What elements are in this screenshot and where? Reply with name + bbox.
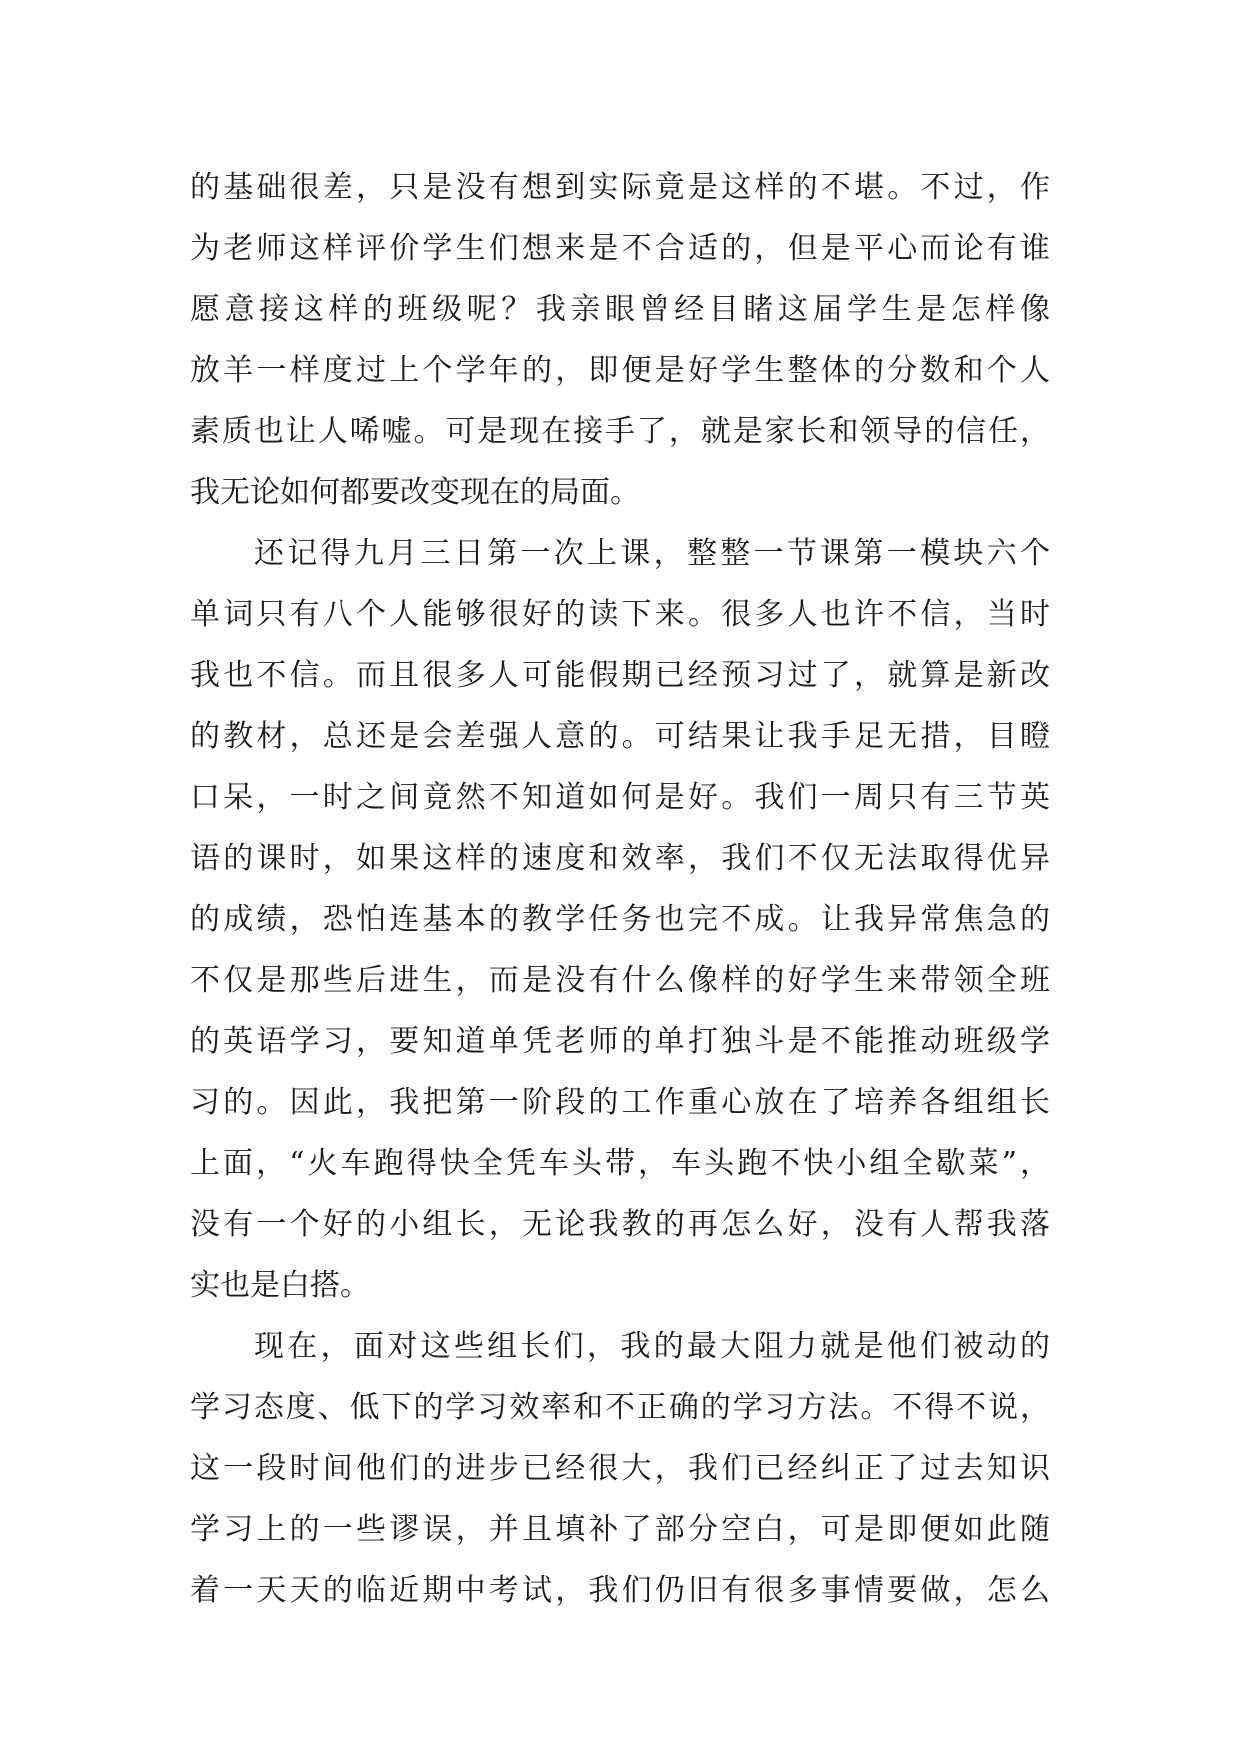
body-text (190, 157, 1050, 1621)
text-line: 语的课时，如果这样的速度和效率，我们不仅无法取得优异 (190, 841, 1050, 876)
text-line: 学习态度、低下的学习效率和不正确的学习方法。不得不说， (190, 1390, 1050, 1425)
text-line: 现在，面对这些组长们，我的最大阻力就是他们被动的 (254, 1329, 1050, 1364)
text-line: 的教材，总还是会差强人意的。可结果让我手足无措，目瞪 (190, 719, 1050, 754)
text-line: 的基础很差，只是没有想到实际竟是这样的不堪。不过，作 (190, 170, 1050, 205)
text-line: 着一天天的临近期中考试，我们仍旧有很多事情要做，怎么 (190, 1573, 1050, 1608)
text-line: 口呆，一时之间竟然不知道如何是好。我们一周只有三节英 (190, 780, 1050, 815)
text-line: 习的。因此，我把第一阶段的工作重心放在了培养各组组长 (190, 1085, 1050, 1120)
text-line: 不仅是那些后进生，而是没有什么像样的好学生来带领全班 (190, 963, 1050, 998)
text-line: 上面，“火车跑得快全凭车头带，车头跑不快小组全歇菜”， (190, 1146, 1050, 1181)
text-line: 学习上的一些谬误，并且填补了部分空白，可是即便如此随 (190, 1512, 1050, 1547)
text-line: 素质也让人唏嘘。可是现在接手了，就是家长和领导的信任， (190, 414, 1050, 449)
text-line: 单词只有八个人能够很好的读下来。很多人也许不信，当时 (190, 597, 1050, 632)
text-line: 没有一个好的小组长，无论我教的再怎么好，没有人帮我落 (190, 1207, 1050, 1242)
text-line: 我无论如何都要改变现在的局面。 (190, 475, 640, 510)
text-line: 我也不信。而且很多人可能假期已经预习过了，就算是新改 (190, 658, 1050, 693)
text-line: 还记得九月三日第一次上课，整整一节课第一模块六个 (254, 536, 1050, 571)
text-line: 实也是白搭。 (190, 1268, 370, 1303)
text-line: 愿意接这样的班级呢？我亲眼曾经目睹这届学生是怎样像 (190, 292, 1050, 327)
text-line: 的英语学习，要知道单凭老师的单打独斗是不能推动班级学 (190, 1024, 1050, 1059)
text-line: 为老师这样评价学生们想来是不合适的，但是平心而论有谁 (190, 231, 1050, 266)
text-line: 放羊一样度过上个学年的，即便是好学生整体的分数和个人 (190, 353, 1050, 388)
text-line: 的成绩，恐怕连基本的教学任务也完不成。让我异常焦急的 (190, 902, 1050, 937)
text-line: 这一段时间他们的进步已经很大，我们已经纠正了过去知识 (190, 1451, 1050, 1486)
